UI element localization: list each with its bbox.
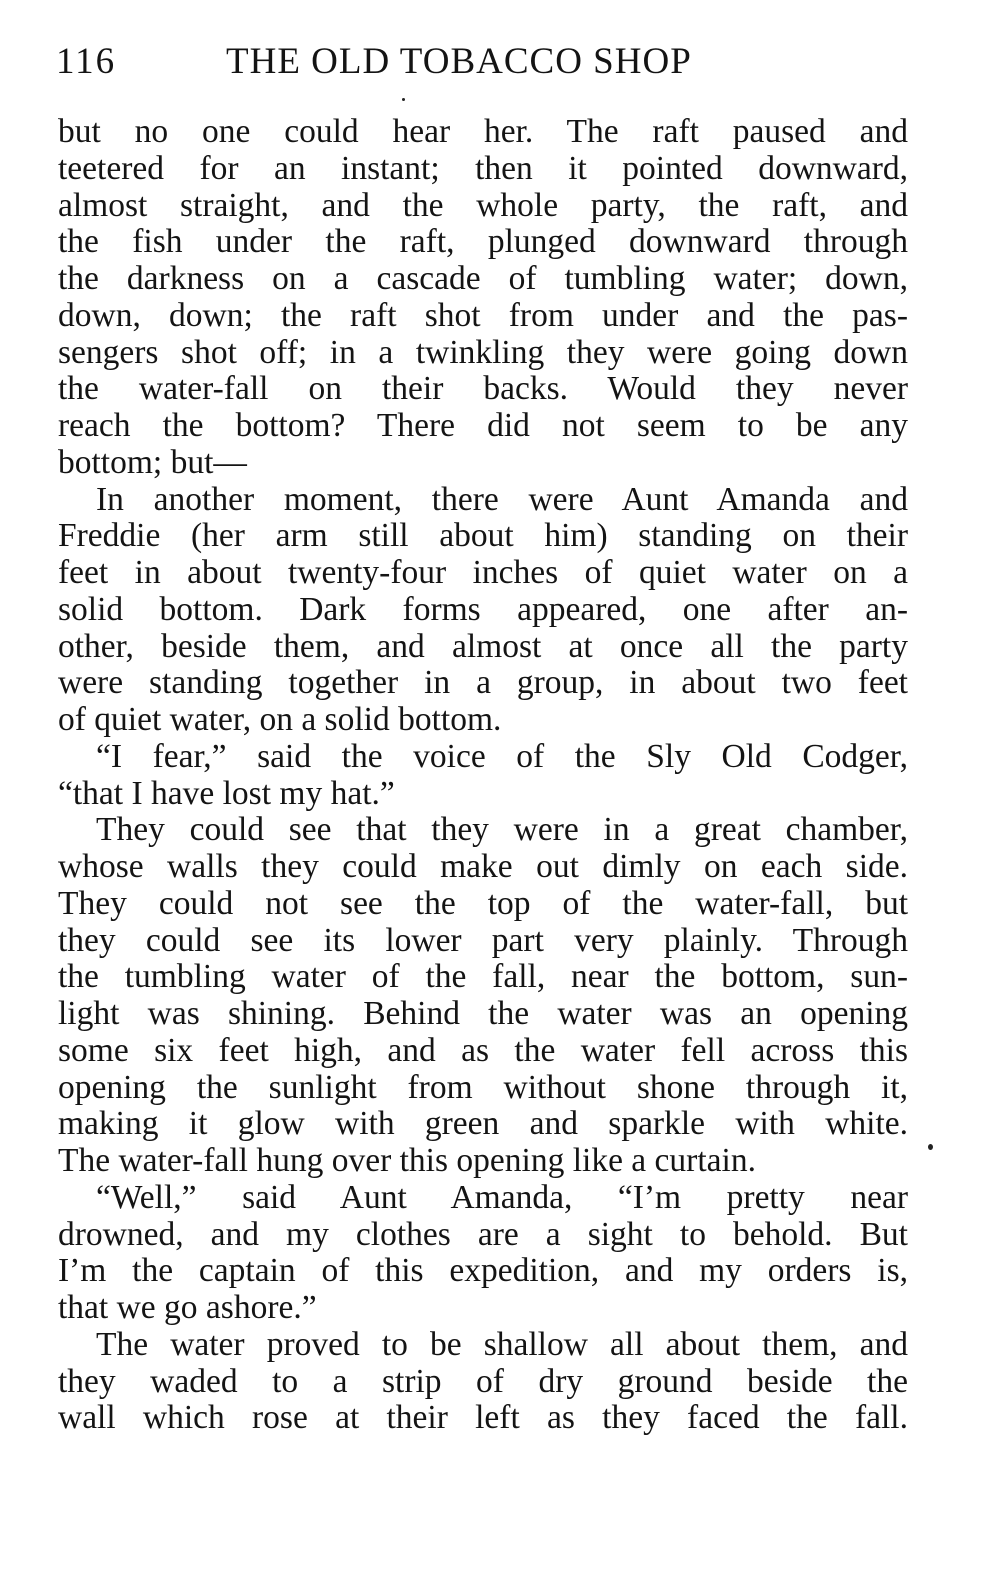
text-line: of quiet water, on a solid bottom. bbox=[58, 701, 502, 738]
text-line: other, beside them, and almost at once all the party bbox=[58, 627, 908, 665]
running-head bbox=[56, 40, 756, 90]
text-line: almost straight, and the whole party, the raft, and bbox=[58, 186, 908, 224]
text-line: I’m the captain of this expedition, and my orders is, bbox=[58, 1252, 908, 1290]
scan-speck bbox=[928, 1144, 933, 1150]
text-line: the tumbling water of the fall, near the bottom, sun- bbox=[58, 958, 908, 996]
text-line: They could see that they were in a great chamber, bbox=[96, 811, 908, 849]
body-text bbox=[58, 114, 908, 1437]
text-line: but no one could hear her. The raft paused and bbox=[58, 113, 908, 150]
text-line: whose walls they could make out dimly on each side. bbox=[58, 848, 908, 885]
paragraph bbox=[58, 1180, 908, 1327]
text-line: reach the bottom? There did not seem to be any bbox=[58, 407, 908, 444]
text-line: teetered for an instant; then it pointed downward, bbox=[58, 149, 908, 187]
text-line: making it glow with green and sparkle with white. bbox=[58, 1105, 908, 1143]
text-line: In another moment, there were Aunt Amanda and bbox=[96, 480, 908, 518]
text-line: were standing together in a group, in about two feet bbox=[58, 664, 908, 702]
text-line: that we go ashore.” bbox=[58, 1289, 317, 1326]
text-line: some six feet high, and as the water fell across this bbox=[58, 1031, 908, 1069]
text-line: drowned, and my clothes are a sight to behold. But bbox=[58, 1215, 908, 1253]
text-line: sengers shot off; in a twinkling they were going down bbox=[58, 333, 908, 371]
book-title: THE OLD TOBACCO SHOP bbox=[226, 41, 692, 82]
text-line: “I fear,” said the voice of the Sly Old Codger, bbox=[96, 737, 908, 775]
text-line: The water proved to be shallow all about them, and bbox=[96, 1325, 908, 1363]
text-line: the water-fall on their backs. Would they never bbox=[58, 370, 908, 408]
text-line: bottom; but— bbox=[58, 443, 247, 481]
paragraph bbox=[58, 739, 908, 813]
text-line: light was shining. Behind the water was an opening bbox=[58, 995, 908, 1032]
text-line: “Well,” said Aunt Amanda, “I’m pretty near bbox=[96, 1178, 908, 1216]
text-line: “that I have lost my hat.” bbox=[58, 774, 395, 812]
text-line: they waded to a strip of dry ground beside the bbox=[58, 1362, 908, 1400]
text-line: they could see its lower part very plainly. Through bbox=[58, 921, 908, 959]
paragraph bbox=[58, 482, 908, 739]
scan-speck bbox=[402, 98, 405, 101]
text-line: the darkness on a cascade of tumbling water; down, bbox=[58, 260, 908, 297]
page-number: 116 bbox=[56, 41, 117, 82]
text-line: down, down; the raft shot from under and the pas- bbox=[58, 296, 908, 334]
paragraph bbox=[58, 1327, 908, 1437]
text-line: the fish under the raft, plunged downward through bbox=[58, 223, 908, 261]
text-line: Freddie (her arm still about him) standing on their bbox=[58, 517, 908, 555]
text-line: solid bottom. Dark forms appeared, one after an- bbox=[58, 590, 908, 628]
text-line: opening the sunlight from without shone through it, bbox=[58, 1068, 908, 1106]
text-line: The water-fall hung over this opening like a curtain. bbox=[58, 1142, 756, 1179]
paragraph bbox=[58, 114, 908, 482]
text-line: feet in about twenty-four inches of quiet water on a bbox=[58, 554, 908, 591]
text-line: wall which rose at their left as they faced the fall. bbox=[58, 1399, 908, 1437]
paragraph bbox=[58, 812, 908, 1180]
text-line: They could not see the top of the water-fall, but bbox=[58, 884, 908, 922]
